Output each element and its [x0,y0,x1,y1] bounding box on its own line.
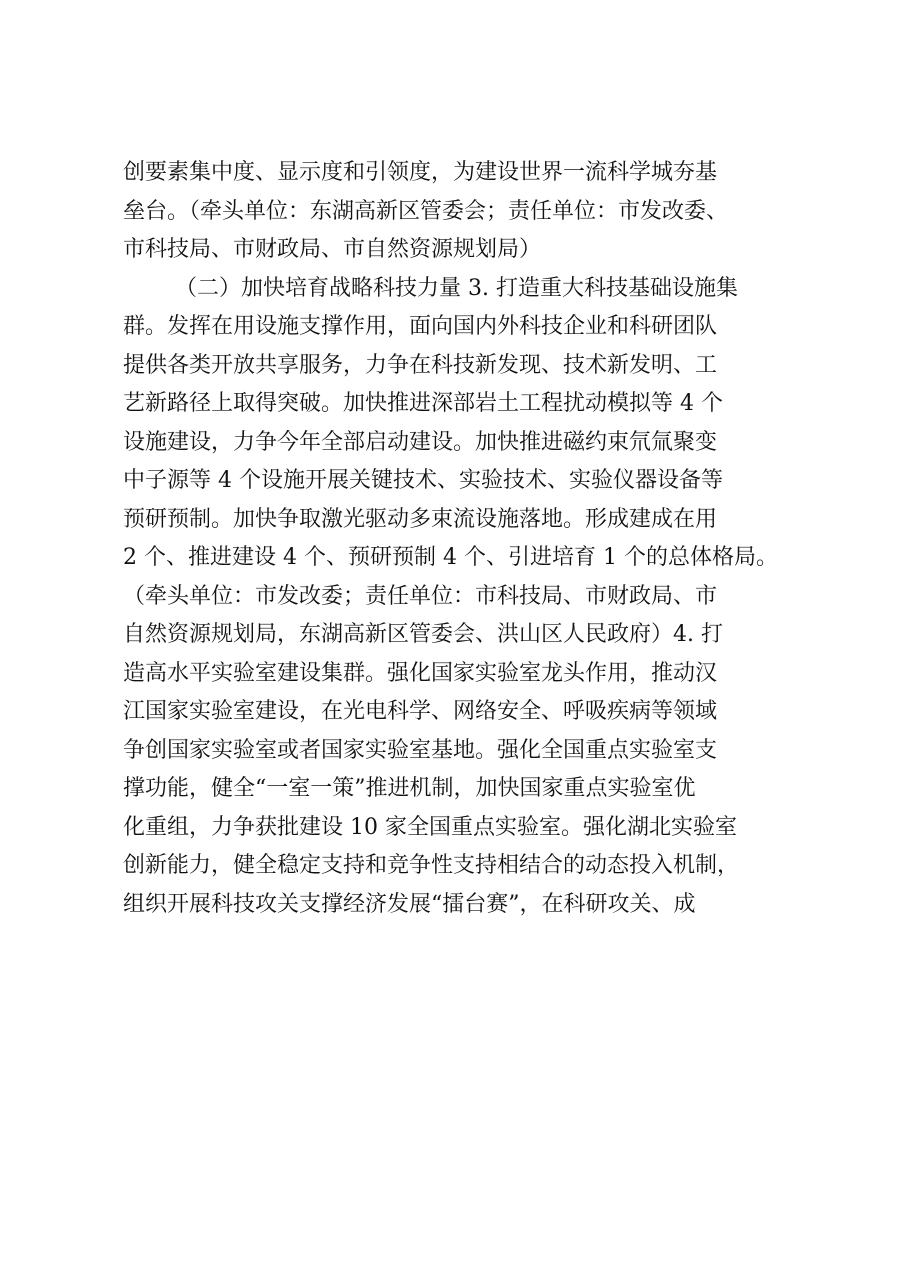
text-line: 江国家实验室建设，在光电科学、网络安全、呼吸疾病等领域 [123,699,718,724]
text-line: 撑功能，健全“一室一策”推进机制，加快国家重点实验室优 [123,776,696,801]
text-line: 创新能力，健全稳定支持和竞争性支持相结合的动态投入机制， [123,853,740,878]
text-line: 化重组，力争获批建设 10 家全国重点实验室。强化湖北实验室 [123,814,737,840]
text-line: 2 个、推进建设 4 个、预研预制 4 个、引进培育 1 个的总体格局。 [123,545,778,570]
text-line: 争创国家实验室或者国家实验室基地。强化全国重点实验室支 [123,737,718,763]
text-line: 创要素集中度、显示度和引领度，为建设世界一流科学城夯基 [123,160,718,185]
text-line: 中子源等 4 个设施开展关键技术、实验技术、实验仪器设备等 [123,468,723,493]
text-line: 市科技局、市财政局、市自然资源规划局） [123,237,542,262]
text-line: 艺新路径上取得突破。加快推进深部岩土工程扰动模拟等 4 个 [123,391,723,416]
text-line: 造高水平实验室建设集群。强化国家实验室龙头作用，推动汉 [123,660,718,686]
text-line: 自然资源规划局，东湖高新区管委会、洪山区人民政府）4. 打 [123,622,723,647]
text-line: 预研预制。加快争取激光驱动多束流设施落地。形成建成在用 [123,506,718,532]
text-line: （牵头单位：市发改委；责任单位：市科技局、市财政局、市 [123,583,718,609]
document-body [123,154,803,924]
text-line: 垒台。（牵头单位：东湖高新区管委会；责任单位：市发改委、 [123,198,729,224]
text-line: 组织开展科技攻关支撑经济发展“擂台赛”，在科研攻关、成 [123,891,696,917]
text-line: 提供各类开放共享服务，力争在科技新发现、技术新发明、工 [123,352,718,378]
text-line: 群。发挥在用设施支撑作用，面向国内外科技企业和科研团队 [123,314,718,339]
text-line: 设施建设，力争今年全部启动建设。加快推进磁约束氘氚聚变 [123,429,718,455]
section-heading-line: （二）加快培育战略科技力量 3. 打造重大科技基础设施集 [175,275,738,301]
